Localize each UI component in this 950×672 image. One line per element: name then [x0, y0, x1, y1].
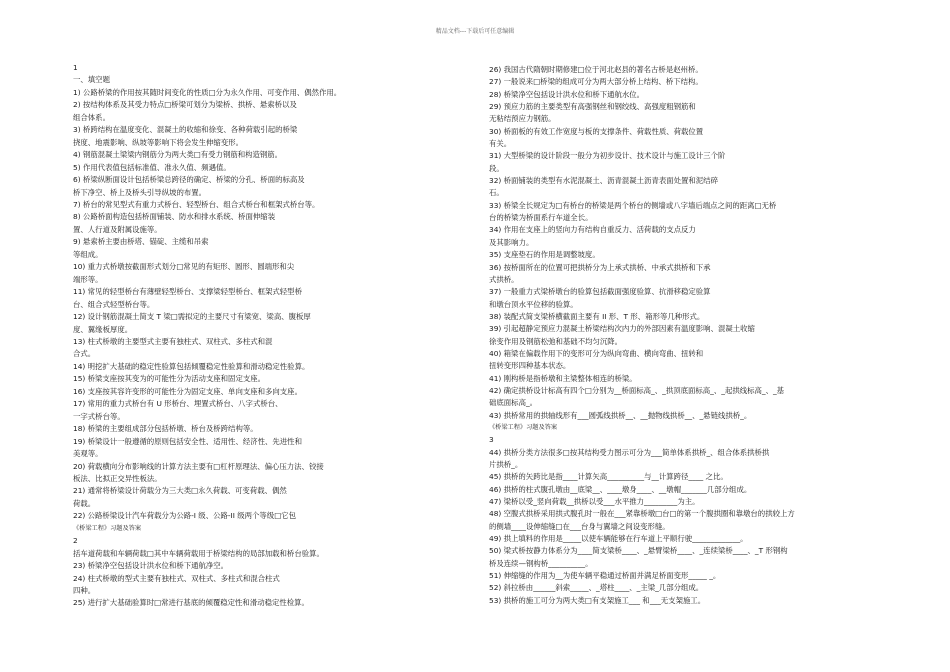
text-line: 台、组合式轻型桥台等。	[73, 299, 155, 309]
text-line: 14) 明挖扩大基础的稳定性验算包括倾覆稳定性验算和滑动稳定性验算。	[73, 361, 310, 371]
text-line: 47) 梁桥以受_竖向荷载__拱桥以受___水平推力_________为主。	[489, 497, 700, 507]
text-line: 6) 桥梁纵断面设计包括桥梁总跨径的确定、桥梁的分孔、桥面的标高及	[73, 175, 305, 185]
text-line: 37) 一般重力式梁桥墩台的验算包括截面强度验算、抗滑移稳定验算	[489, 287, 711, 297]
text-line: 有关。	[489, 139, 512, 149]
text-line: 9) 悬索桥主要由桥塔、锚碇、主缆和吊索	[73, 237, 209, 247]
text-line: 3) 桥跨结构在温度变化、混凝土的收缩和徐变、各种荷载引起的桥梁	[73, 125, 298, 135]
text-line: 徐变作用及钢筋松弛和基础不均匀沉降。	[489, 336, 623, 346]
text-line: 40) 箱梁在偏载作用下的变形可分为纵向弯曲、横向弯曲、扭转和	[489, 348, 704, 358]
text-line: 48) 空腹式拱桥采用拱式腹孔时一般在___紧靠桥墩□台□的第一个腹拱圈和靠墩台的拱较上方	[489, 509, 795, 519]
text-line: 等组成。	[73, 249, 103, 259]
text-line: 19) 桥梁设计一般遵循的原则包括安全性、适用性、经济性、先进性和	[73, 436, 302, 446]
text-line: 50) 梁式桥按静力体系分为____简支梁桥____、_悬臂梁桥____、_连续梁桥____、_T 形钢构	[489, 546, 788, 556]
text-line: 一字式桥台等。	[73, 411, 125, 421]
text-line: 桥及连续—钢构桥__________。	[489, 558, 593, 568]
text-line: 24) 柱式桥墩的型式主要有独柱式、双柱式、多柱式和混合柱式	[73, 573, 280, 583]
text-line: 3	[489, 435, 494, 445]
text-line: 25) 进行扩大基础验算时□常进行基底的倾覆稳定性和滑动稳定性检算。	[73, 598, 309, 608]
text-line: 5) 作用代表值包括标准值、准永久值、频遇值。	[73, 162, 231, 172]
text-line: 荷载。	[73, 498, 96, 508]
text-line: 12) 设计钢筋混凝土简支 T 梁□需拟定的主要尺寸有梁宽、梁高、腹板厚	[73, 312, 311, 322]
text-line: 无粘结预应力钢筋。	[489, 114, 556, 124]
text-line: 置、人行道及附属设施等。	[73, 224, 162, 234]
text-line: 括车道荷载和车辆荷载□其中车辆荷载用于桥梁结构的局部加载和桥台验算。	[73, 548, 324, 558]
text-line: 51) 伸缩缝的作用为__为使车辆平稳通过桥面并满足桥面变形_____ _。	[489, 571, 721, 581]
text-line: 16) 支座按其容许变形的可能性分为固定支座、单向支座和多向支座。	[73, 386, 302, 396]
text-line: 1	[73, 63, 78, 72]
text-line: 31) 大型桥梁的设计阶段一般分为初步设计、技术设计与施工设计三个阶	[489, 151, 726, 161]
text-line: 38) 装配式简支梁桥横截面主要有 II 形、T 形、箱形等几种形式。	[489, 311, 705, 321]
text-line: 的侧墙____设伸缩缝□在___台身与翼墙之间设变形缝。	[489, 521, 670, 531]
text-line: 2) 按结构体系及其受力特点□桥梁可划分为梁桥、拱桥、悬索桥以及	[73, 100, 297, 110]
text-line: 29) 预应力筋的主要类型有高强钢丝和钢绞线、高强度粗钢筋和	[489, 102, 696, 112]
text-line: 28) 桥梁净空包括设计洪水位和桥下通航水位。	[489, 89, 645, 99]
text-line: 32) 桥面铺装的类型有水泥混凝土、沥青混凝土沥青表面处置和泥结碎	[489, 176, 718, 186]
text-line: 片拱桥_。	[489, 460, 523, 469]
text-line: 7) 桥台的常见型式有重力式桥台、轻型桥台、组合式桥台和框架式桥台等。	[73, 199, 320, 209]
text-line: 《桥梁工程》习题及答案	[489, 423, 558, 431]
text-line: 础底面标高_。	[489, 398, 538, 408]
text-line: 式拱桥。	[489, 274, 519, 284]
text-line: 20) 荷载横向分布影响线的计算方法主要有□杠杆原理法、偏心压力法、铰接	[73, 461, 324, 471]
text-line: 44) 拱桥分类方法很多□按其结构受力图示可分为___简单体系拱桥_、组合体系拱桥拱	[489, 447, 770, 457]
text-line: 26) 我国古代隋朝时期修建□位于河北赵县的著名古桥是赵州桥。	[489, 65, 703, 74]
text-line: 段。	[489, 163, 504, 173]
text-line: 41) 刚构桥是指桥墩和主梁整体相连的桥梁。	[489, 373, 637, 383]
page-header: 精品文档---下载后可任意编辑	[435, 28, 515, 35]
text-line: 台的桥梁为桥面系行车道全长。	[489, 213, 593, 223]
text-line: 42) 确定拱桥设计标高有四个□分别为__桥面标高_、_拱顶底面标高_、_起拱线标高_、_基	[489, 385, 785, 395]
text-line: 端形等。	[73, 274, 103, 284]
text-line: 1) 公路桥梁的作用按其随时间变化的性质□分为永久作用、可变作用、偶然作用。	[73, 87, 342, 97]
text-line: 39) 引起超静定预应力混凝土桥梁结构次内力的外部因素有温度影响、混凝土收缩	[489, 324, 755, 334]
text-line: 美观等。	[73, 449, 103, 459]
text-line: 桥下净空、桥上及桥头引导纵坡的布置。	[73, 187, 207, 197]
text-line: 组合体系。	[73, 112, 110, 122]
text-line: 合式。	[73, 349, 96, 359]
text-line: 30) 桥面板的有效工作宽度与板的支撑条件、荷载性质、荷载位置	[489, 126, 704, 136]
text-line: 34) 作用在支座上的竖向力有结构自重反力、活荷载的支点反力	[489, 225, 696, 235]
text-line: 46) 拱桥的柱式腹孔墩由__底梁__、____墩身____、__墩帽_______几部分组成。	[489, 484, 752, 494]
text-line: 18) 桥梁的主要组成部分包括桥墩、桥台及桥跨结构等。	[73, 424, 258, 434]
text-line: 挠度、地震影响、纵坡等影响下将会发生伸缩变形。	[73, 137, 243, 147]
text-line: 石。	[489, 188, 504, 198]
text-line: 49) 拱上填料的作用是_____以使车辆能够在行车道上平顺行驶_____________。	[489, 534, 748, 544]
text-line: 22) 公路桥梁设计汽车荷载分为公路-I 级、公路-II 级两个等级□它包	[73, 511, 296, 521]
text-line: 2	[73, 536, 78, 546]
text-line: 一、填空题	[73, 75, 110, 85]
text-line: 4) 钢筋混凝土梁梁内钢筋分为两大类□有受力钢筋和构造钢筋。	[73, 150, 283, 160]
text-line: 27) 一般说来□桥梁的组成可分为两大部分桥上结构、桥下结构。	[489, 77, 703, 87]
text-line: 36) 按桥面所在的位置可把拱桥分为上承式拱桥、中承式拱桥和下承	[489, 262, 711, 272]
text-line: 板法、比拟正交异性板法。	[73, 473, 162, 483]
text-line: 23) 桥梁净空包括设计洪水位和桥下通航净空。	[73, 561, 229, 571]
text-line: 和墩台顶水平位移的验算。	[489, 299, 578, 309]
text-line: 13) 柱式桥墩的主要型式主要有独柱式、双柱式、多柱式和混	[73, 336, 273, 346]
text-line: 扭转变形四种基本状态。	[489, 361, 571, 371]
text-line: 10) 重力式桥墩按截面形式划分□常见的有矩形、圆形、圆端形和尖	[73, 262, 295, 272]
text-line: 35) 支座垫石的作用是调整坡度。	[489, 250, 600, 260]
text-line: 21) 通常将桥梁设计荷载分为三大类□永久荷载、可变荷载、偶然	[73, 486, 287, 496]
left-column	[73, 62, 468, 610]
text-line: 52) 斜拉桥由______斜索_____、_塔柱____、_主梁_几部分组成。	[489, 583, 704, 593]
text-line: 11) 常见的轻型桥台有薄壁轻型桥台、支撑梁轻型桥台、框架式轻型桥	[73, 287, 302, 297]
text-line: 四种。	[73, 586, 96, 596]
text-line: 43) 拱桥常用的拱轴线形有___圆弧线拱桥__、__抛物线拱桥__、_悬链线拱桥_。	[489, 410, 752, 420]
text-line: 及其影响力。	[489, 237, 534, 247]
text-line: 15) 桥梁支座按其变为的可能性分为活动支座和固定支座。	[73, 374, 266, 384]
text-line: 45) 拱桥的矢跨比是指____计算矢高__________与__计算跨径____ 之比。	[489, 472, 728, 482]
text-line: 17) 常用的重力式桥台有 U 形桥台、埋置式桥台、八字式桥台、	[73, 399, 283, 409]
text-line: 53) 拱桥的施工可分为两大类□有支架施工___ 和___无支架施工。	[489, 595, 706, 605]
text-line: 《桥梁工程》习题及答案	[73, 524, 142, 532]
right-column	[489, 64, 884, 607]
text-line: 33) 桥梁全长规定为□有桥台的桥梁是两个桥台的侧墙或八字墙后端点之间的距离□无桥	[489, 200, 777, 210]
text-line: 度、翼缘板厚度。	[73, 324, 133, 334]
text-line: 8) 公路桥面构造包括桥面铺装、防水和排水系统、桥面伸缩装	[73, 212, 276, 222]
